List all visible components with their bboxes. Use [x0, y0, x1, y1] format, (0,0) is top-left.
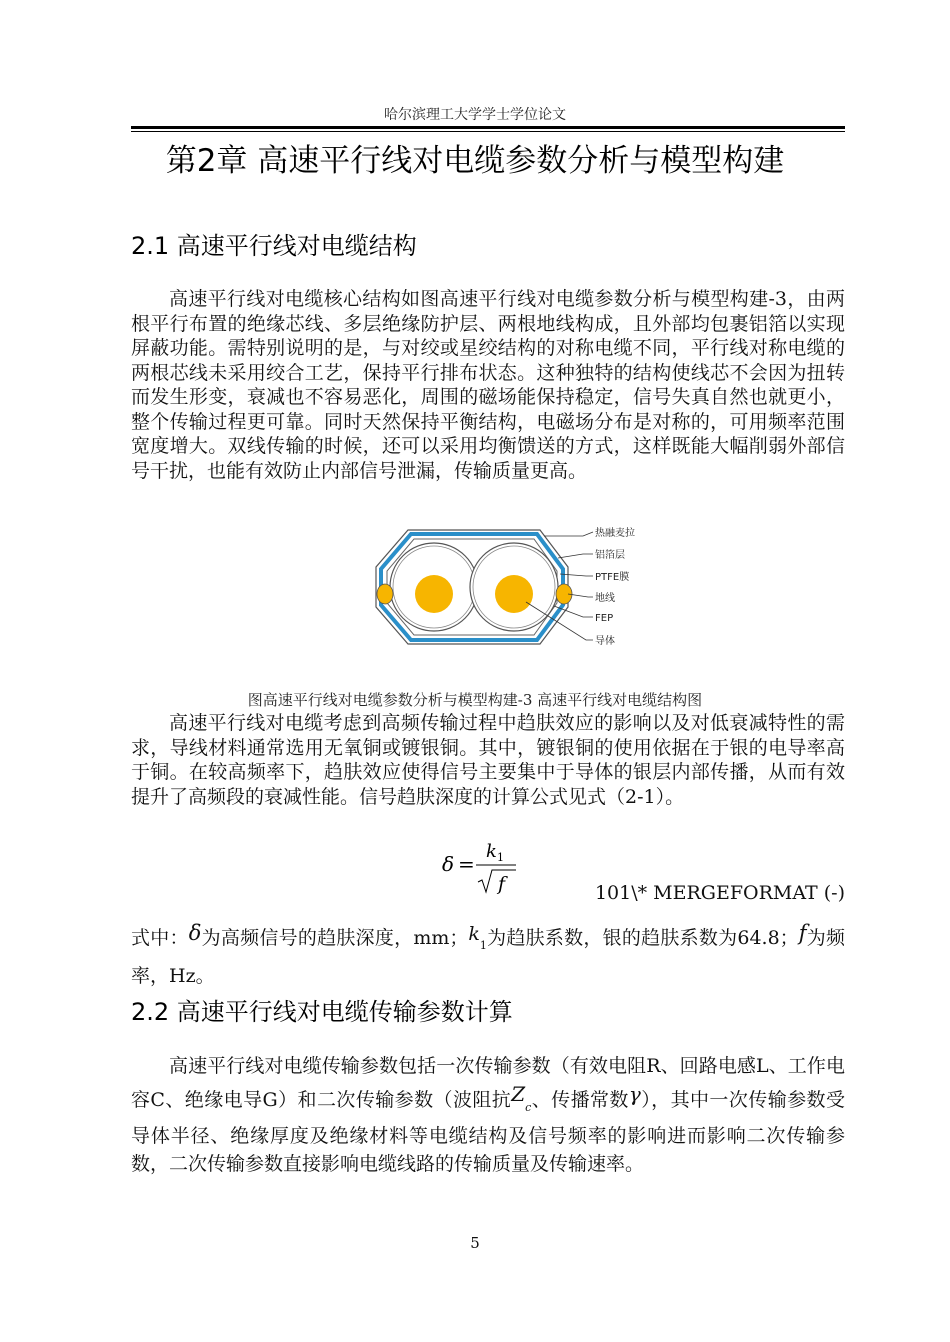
explain-delta-text: 为高频信号的趋肤深度，mm；	[201, 927, 469, 949]
explain-k-sub: 1	[479, 938, 487, 952]
section-title-2-2: 2.2 高速平行线对电缆传输参数计算	[131, 998, 513, 1026]
section-2-2-paragraph	[131, 1052, 845, 1178]
formula-delta: δ	[442, 852, 455, 876]
wave-impedance-symbol: Z	[511, 1082, 526, 1106]
wave-impedance-sub: c	[525, 1100, 532, 1114]
legend-label-ptfe-film: PTFE膜	[595, 572, 630, 583]
legend-label-drain-wire: 地线	[595, 593, 615, 604]
conductor-right	[495, 575, 533, 613]
explain-f-text: 为频率，Hz。	[131, 927, 845, 987]
formula-tag: 101\* MERGEFORMAT (-)	[594, 882, 845, 904]
legend-label-hot-melt-mylar: 热融麦拉	[595, 528, 635, 539]
explain-k-symbol: k	[468, 923, 480, 945]
section-title-2-1: 2.1 高速平行线对电缆结构	[131, 232, 417, 260]
drain-wire-left	[377, 584, 393, 604]
formula-numerator-k: k	[486, 841, 497, 862]
explain-k-text: 为趋肤系数，银的趋肤系数为64.8；	[486, 927, 799, 949]
formula-equals: =	[458, 852, 475, 876]
header-rule-thin	[131, 131, 845, 132]
legend-label-aluminum-foil: 铝箔层	[595, 550, 625, 561]
explain-delta-symbol: δ	[188, 921, 202, 945]
skin-depth-formula	[440, 838, 530, 898]
header-rule-thick	[131, 126, 845, 129]
legend-label-conductor: 导体	[595, 636, 615, 647]
chapter-title: 第2章 高速平行线对电缆参数分析与模型构建	[165, 143, 785, 179]
s22-text-b: 、传播常数	[531, 1089, 629, 1111]
explain-f-symbol: f	[798, 921, 807, 945]
formula-numerator-sub: 1	[497, 851, 504, 864]
propagation-constant-symbol: γ	[628, 1082, 641, 1106]
formula-sqrt-sign	[478, 870, 516, 892]
s22-text-c: ），其中一次传输参数受导体半径、绝缘厚度及绝缘材料等电缆结构及信号频率的影响进而影响二次传输参数，二次传输参数直接影响电缆线路的传输质量及传输速率。	[131, 1089, 845, 1175]
formula-explanation	[131, 918, 845, 991]
s22-text-a: 高速平行线对电缆传输参数包括一次传输参数（有效电阻R、回路电感L、工作电容C、绝缘电导G）和二次传输参数（波阻抗	[131, 1055, 845, 1111]
cable-structure-figure	[368, 522, 638, 652]
cable-cross-section	[376, 530, 572, 644]
explain-prefix: 式中：	[131, 927, 189, 949]
formula-denominator-f: f	[498, 873, 506, 895]
conductor-left	[415, 575, 453, 613]
figure-caption: 图高速平行线对电缆参数分析与模型构建-3 高速平行线对电缆结构图	[247, 691, 703, 709]
page-number: 5	[470, 1234, 480, 1252]
running-header: 哈尔滨理工大学学士学位论文	[384, 107, 566, 123]
section-2-1-paragraph-2: 高速平行线对电缆考虑到高频传输过程中趋肤效应的影响以及对低衰减特性的需求，导线材料通常选用无氧铜或镀银铜。其中，镀银铜的使用依据在于银的电导率高于铜。在较高频率下，趋肤效应使得信号主要集中于导体的银层内部传播，从而有效提升了高频段的衰减性能。信号趋肤深度的计算公式见式（2-1）。	[131, 712, 845, 808]
section-2-1-paragraph: 高速平行线对电缆核心结构如图高速平行线对电缆参数分析与模型构建-3，由两根平行布置的绝缘芯线、多层绝缘防护层、两根地线构成，且外部均包裹铝箔以实现屏蔽功能。需特别说明的是，与对绞或星绞结构的对称电缆不同，平行线对称电缆的两根芯线未采用绞合工艺，保持平行排布状态。这种独特的结构使线芯不会因为扭转而发生形变，衰减也不容易恶化，周围的磁场能保持稳定，信号失真自然也就更小，整个传输过程更可靠。同时天然保持平衡结构，电磁场分布是对称的，可用频率范围宽度增大。双线传输的时候，还可以采用均衡馈送的方式，这样既能大幅削弱外部信号干扰，也能有效防止内部信号泄漏，传输质量更高。	[131, 288, 845, 482]
legend-label-fep: FEP	[595, 613, 614, 624]
